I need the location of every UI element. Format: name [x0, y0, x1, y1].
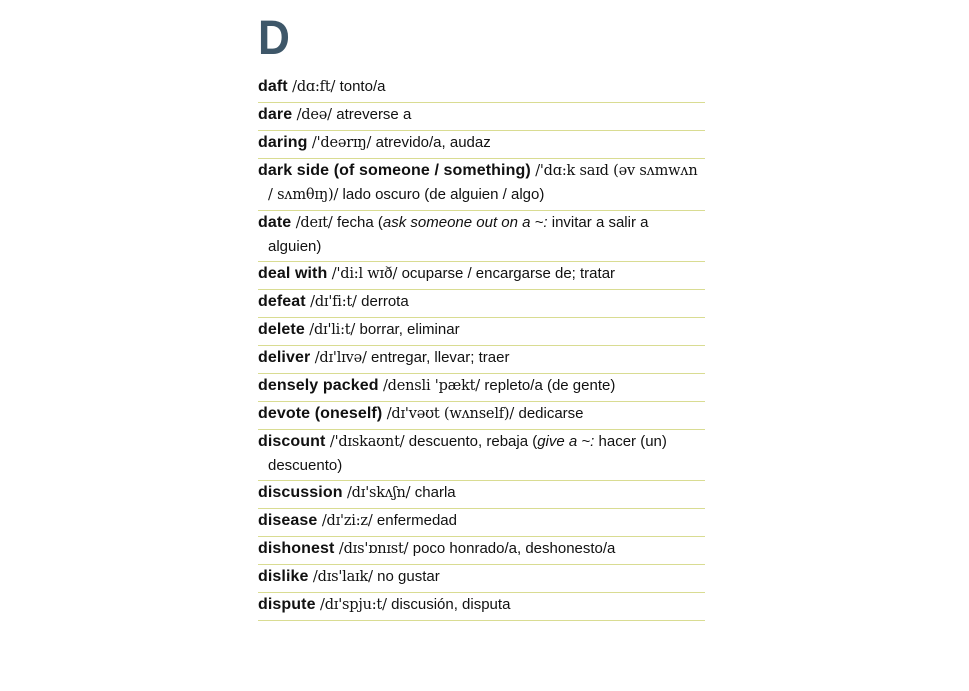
dictionary-entry	[258, 481, 705, 509]
translation-text: poco honrado/a, deshonesto/a	[412, 540, 616, 557]
translation	[413, 540, 616, 557]
section-letter-heading: D	[258, 12, 289, 65]
translation	[336, 106, 411, 123]
translation-text: ocuparse / encargarse de; tratar	[401, 265, 616, 282]
phonetic-transcription: /dɪs'laɪk/	[308, 569, 378, 585]
wordlist-column	[258, 12, 705, 621]
dictionary-entry	[258, 402, 705, 430]
headword: date	[258, 214, 292, 231]
dictionary-entry	[258, 537, 705, 565]
translation	[402, 265, 615, 282]
headword: deal with	[258, 265, 328, 282]
translation-text: entregar, llevar; traer	[371, 349, 510, 366]
headword: dark side (of someone / something)	[258, 162, 531, 179]
translation	[361, 293, 409, 310]
dictionary-entry	[258, 103, 705, 131]
headword: discount	[258, 433, 326, 450]
dictionary-entry	[258, 211, 705, 262]
translation-text: atreverse a	[336, 106, 412, 123]
phonetic-transcription: /deɪt/	[291, 215, 338, 231]
headword: dislike	[258, 568, 309, 585]
phonetic-transcription: /dɪ'li:t/	[304, 322, 360, 338]
translation	[391, 596, 510, 613]
translation	[415, 484, 456, 501]
dictionary-entry	[258, 509, 705, 537]
dictionary-entry	[258, 131, 705, 159]
phonetic-transcription: /'deərɪŋ/	[307, 135, 376, 151]
dictionary-entry	[258, 318, 705, 346]
translation-text: dedicarse	[518, 405, 584, 422]
phonetic-transcription: /densli 'pækt/	[378, 378, 485, 394]
phonetic-transcription: /dɪ'spju:t/	[315, 597, 392, 613]
translation	[360, 321, 460, 338]
phonetic-transcription: /'dɪskaʊnt/	[325, 434, 409, 450]
headword: disease	[258, 512, 318, 529]
headword: delete	[258, 321, 305, 338]
dictionary-entry	[258, 346, 705, 374]
translation-text: invitar a salir a alguien)	[268, 214, 649, 255]
phonetic-transcription: /deə/	[292, 107, 337, 123]
translation-text: lado oscuro (de alguien / algo)	[342, 186, 545, 203]
translation-example-italic: give a ~:	[537, 433, 595, 450]
translation	[377, 568, 440, 585]
translation-text: repleto/a (de gente)	[484, 377, 616, 394]
phonetic-transcription: /dɪ'skʌʃn/	[342, 485, 415, 501]
dictionary-entry	[258, 430, 705, 481]
headword: densely packed	[258, 377, 379, 394]
translation	[343, 186, 545, 203]
headword: daft	[258, 78, 288, 95]
translation-text: no gustar	[377, 568, 440, 585]
headword: dare	[258, 106, 293, 123]
headword: deliver	[258, 349, 311, 366]
translation-text: borrar, eliminar	[359, 321, 460, 338]
translation-text: discusión, disputa	[391, 596, 511, 613]
headword: devote (oneself)	[258, 405, 383, 422]
dictionary-entry	[258, 593, 705, 621]
translation-text: descuento, rebaja (	[408, 433, 538, 450]
headword: discussion	[258, 484, 343, 501]
dictionary-entry	[258, 565, 705, 593]
translation-example-italic: ask someone out on a ~:	[382, 214, 548, 231]
translation-text: enfermedad	[376, 512, 457, 529]
dictionary-entry	[258, 75, 705, 103]
phonetic-transcription: /dɑ:ft/	[287, 79, 340, 95]
phonetic-transcription: /'dɑ:k saɪd (əv sʌmwʌn / sʌmθɪŋ)/	[268, 163, 698, 203]
phonetic-transcription: /'di:l wɪð/	[327, 266, 402, 282]
translation-text: atrevido/a, audaz	[375, 134, 491, 151]
headword: defeat	[258, 293, 306, 310]
phonetic-transcription: /dɪ'lɪvə/	[310, 350, 372, 366]
translation	[518, 405, 583, 422]
translation	[377, 512, 457, 529]
translation-text: charla	[414, 484, 456, 501]
translation	[340, 78, 386, 95]
translation	[371, 349, 509, 366]
phonetic-transcription: /dɪ'vəʊt (wʌnself)/	[382, 406, 519, 422]
translation	[376, 134, 491, 151]
translation	[484, 377, 615, 394]
translation-text: hacer (un) descuento)	[268, 433, 667, 474]
headword: dishonest	[258, 540, 335, 557]
dictionary-entry	[258, 159, 705, 211]
headword: daring	[258, 134, 308, 151]
translation-text: tonto/a	[339, 78, 386, 95]
headword: dispute	[258, 596, 316, 613]
dictionary-entry	[258, 374, 705, 402]
entries-list	[258, 75, 705, 621]
dictionary-entry	[258, 290, 705, 318]
translation-text: fecha (	[337, 214, 383, 231]
phonetic-transcription: /dɪ'zi:z/	[317, 513, 377, 529]
translation-text: derrota	[361, 293, 409, 310]
phonetic-transcription: /dɪ'fi:t/	[305, 294, 362, 310]
dictionary-entry	[258, 262, 705, 290]
phonetic-transcription: /dɪs'ɒnɪst/	[334, 541, 413, 557]
